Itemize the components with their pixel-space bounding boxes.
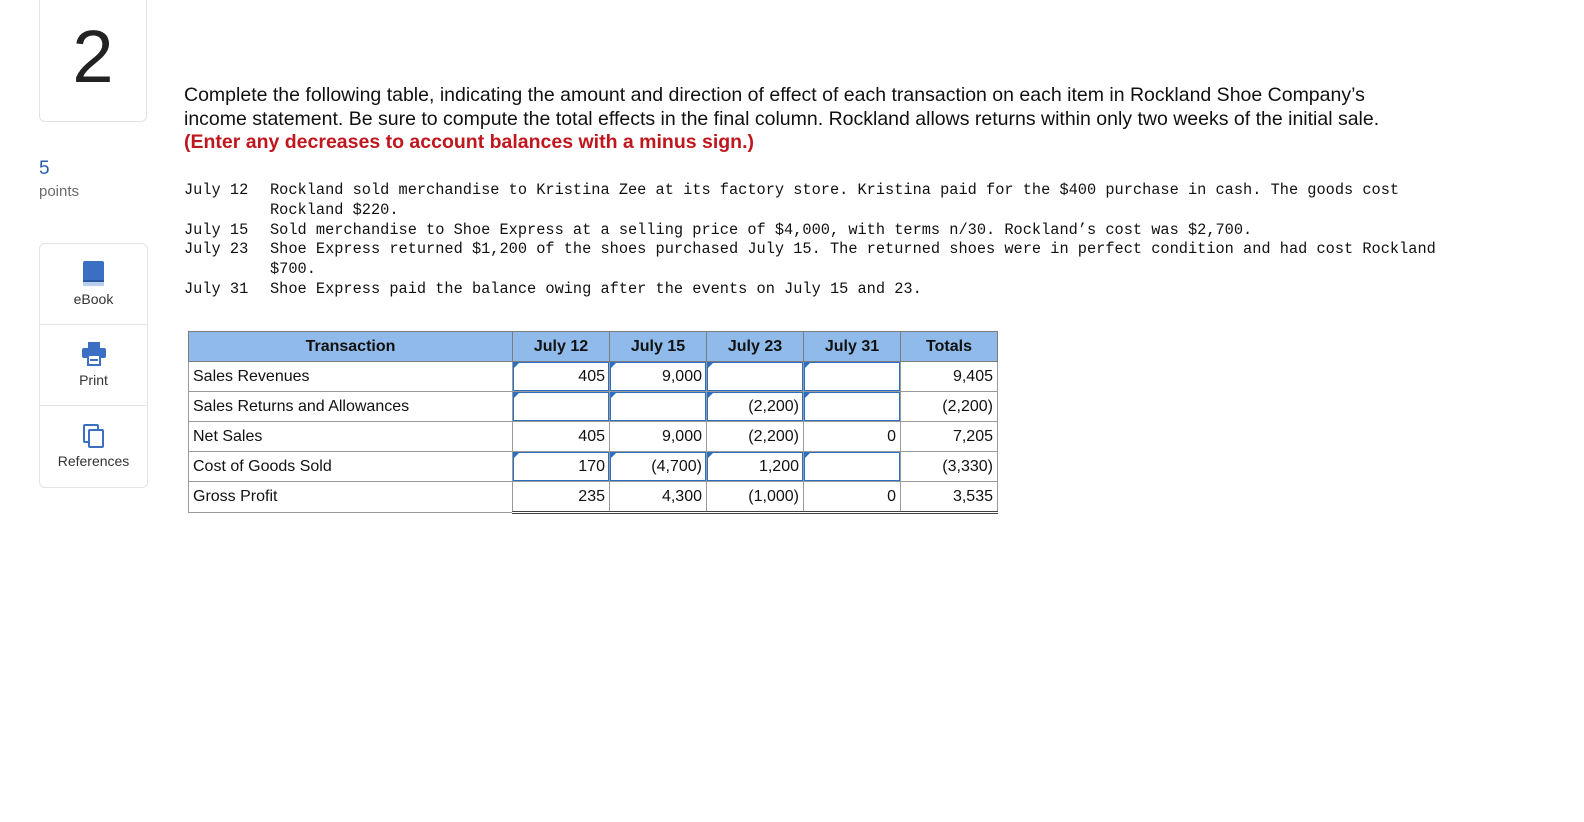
total-cell: (3,330)	[901, 452, 998, 482]
header-totals: Totals	[901, 332, 998, 362]
row-label: Net Sales	[189, 422, 513, 452]
book-icon	[81, 260, 107, 288]
computed-cell: 235	[513, 482, 610, 513]
computed-cell: (2,200)	[707, 422, 804, 452]
answer-input[interactable]: 405	[513, 362, 610, 392]
answer-input[interactable]: 170	[513, 452, 610, 482]
computed-cell: 9,000	[610, 422, 707, 452]
answer-input[interactable]	[804, 392, 901, 422]
total-cell: 7,205	[901, 422, 998, 452]
row-label: Sales Revenues	[189, 362, 513, 392]
event-text: Rockland sold merchandise to Kristina Zee at its factory store. Kristina paid for the $400 purchase in cash. The goods cost Rockland $220.	[270, 181, 1400, 219]
computed-cell: 0	[804, 482, 901, 513]
event-text: Sold merchandise to Shoe Express at a selling price of $4,000, with terms n/30. Rockland’s cost was $2,700.	[270, 220, 1253, 239]
header-july-12: July 12	[513, 332, 610, 362]
answer-input[interactable]	[804, 452, 901, 482]
event-date: July 15	[184, 220, 249, 239]
row-label: Gross Profit	[189, 482, 513, 513]
table-row	[189, 422, 998, 452]
computed-cell: 405	[513, 422, 610, 452]
print-button[interactable]	[40, 325, 147, 406]
event-text: Shoe Express returned $1,200 of the shoes purchased July 15. The returned shoes were in perfect condition and had cost Rockland $700.	[270, 240, 1436, 279]
computed-cell: 4,300	[610, 482, 707, 513]
event-row	[184, 221, 1444, 241]
table-row	[189, 452, 998, 482]
references-label: References	[57, 453, 130, 469]
question-prompt	[184, 84, 1424, 155]
transaction-events	[184, 181, 1444, 300]
total-cell: 3,535	[901, 482, 998, 513]
table-row	[189, 392, 998, 422]
income-effects-table	[188, 331, 998, 514]
event-date: July 31	[184, 279, 249, 298]
printer-icon	[80, 341, 108, 367]
ebook-label: eBook	[73, 291, 114, 307]
table-header-row	[189, 332, 998, 362]
event-row	[184, 280, 1444, 300]
row-label: Cost of Goods Sold	[189, 452, 513, 482]
answer-input[interactable]	[707, 362, 804, 392]
references-icon	[81, 422, 107, 450]
answer-input[interactable]	[513, 392, 610, 422]
table-row	[189, 362, 998, 392]
tools-panel	[39, 243, 148, 488]
total-cell: 9,405	[901, 362, 998, 392]
answer-input[interactable]	[610, 392, 707, 422]
points-label: points	[39, 183, 80, 200]
answer-input[interactable]: (4,700)	[610, 452, 707, 482]
answer-input[interactable]: 9,000	[610, 362, 707, 392]
row-label: Sales Returns and Allowances	[189, 392, 513, 422]
answer-input[interactable]	[804, 362, 901, 392]
answer-input[interactable]: (2,200)	[707, 392, 804, 422]
event-row	[184, 240, 1444, 280]
event-text: Shoe Express paid the balance owing after the events on July 15 and 23.	[270, 279, 922, 298]
points-value: 5	[39, 158, 50, 179]
question-number-box	[39, 0, 147, 122]
answer-input[interactable]: 1,200	[707, 452, 804, 482]
print-label: Print	[79, 372, 108, 388]
table-row	[189, 482, 998, 513]
event-date: July 12	[184, 181, 249, 199]
event-date: July 23	[184, 240, 249, 259]
header-july-15: July 15	[610, 332, 707, 362]
header-transaction: Transaction	[189, 332, 513, 362]
references-button[interactable]	[40, 406, 147, 487]
header-july-31: July 31	[804, 332, 901, 362]
header-july-23: July 23	[707, 332, 804, 362]
prompt-emphasis: (Enter any decreases to account balances with a minus sign.)	[184, 131, 755, 153]
total-cell: (2,200)	[901, 392, 998, 422]
computed-cell: (1,000)	[707, 482, 804, 513]
computed-cell: 0	[804, 422, 901, 452]
ebook-button[interactable]	[40, 244, 147, 325]
prompt-text: Complete the following table, indicating the amount and direction of effect of each transaction on each item in Rockland Shoe Company’s income statement. Be sure to compute the total effects in the final column. Rockland allows returns within only two weeks of the initial sale.	[184, 84, 1380, 130]
question-number: 2	[72, 15, 114, 98]
event-row	[184, 181, 1444, 221]
